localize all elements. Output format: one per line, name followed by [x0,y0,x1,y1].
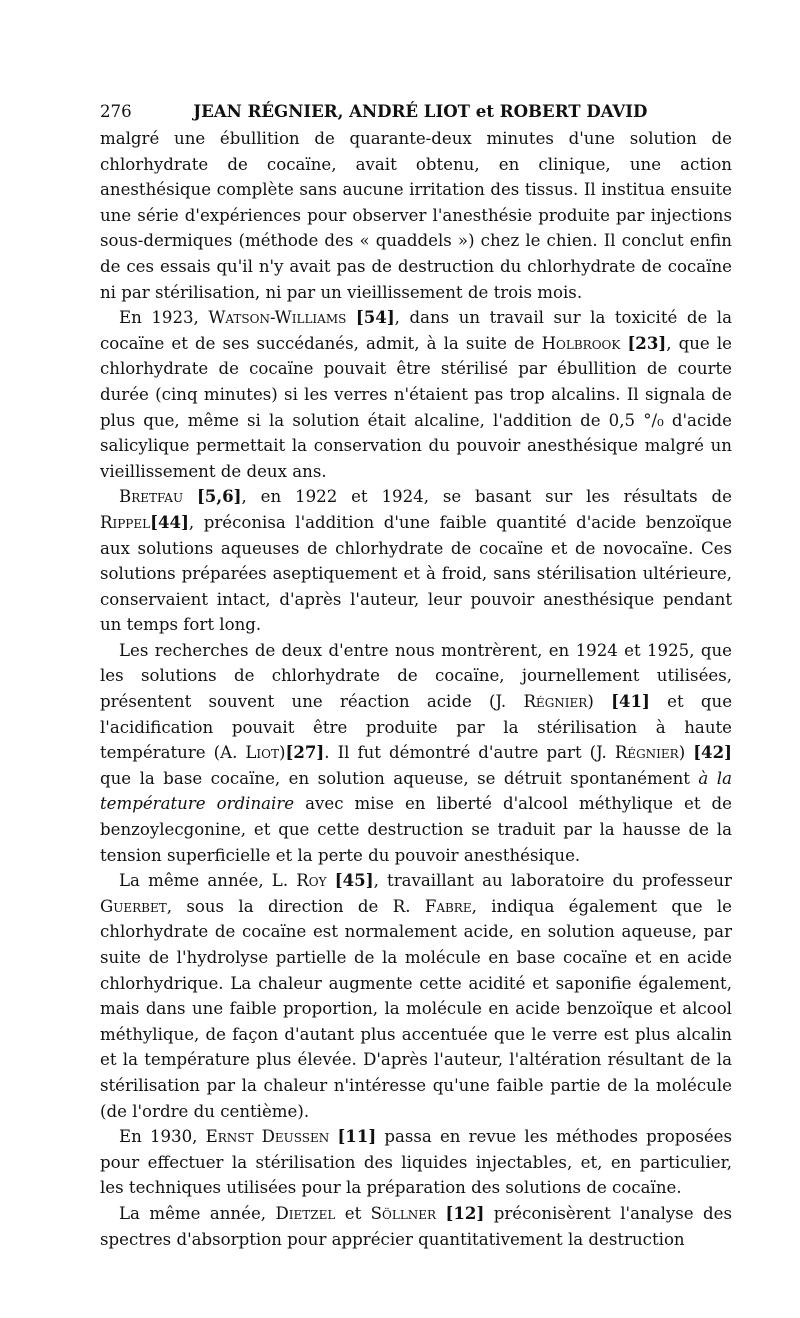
citation-ref: [11] [337,1126,377,1147]
text-run: , dans un travail sur la toxicité de la cocaïne et de ses succédanés, admit, à la suite de [100,308,732,353]
text-run: En 1923, [119,308,209,328]
citation-ref: [44] [150,511,189,532]
text-run: , travaillant au laboratoire du professeur [373,871,732,891]
page [100,96,732,1252]
text-run [327,871,335,890]
text-run: malgré une ébullition de quarante-deux minutes d'une solution de chlorhydrate de cocaïne, avait obtenu, en clinique, une action anesthésique complète sans aucune irritation des tissus. Il institua ensuite une série d'expériences pour observer l'anesthésie produite par injections sous-dermiques (méthode des « quaddels ») chez le chien. Il conclut enfin de ces essais qu'il n'y avait pas de destruction du chlorhydrate de cocaïne ni par stérilisation, ni par un vieillissement de trois mois. [100,129,732,302]
paragraph-5 [100,868,732,1124]
paragraph-4 [100,638,732,868]
author-name: Söllner [370,1203,437,1223]
paragraph-6 [100,1124,732,1201]
text-run: préconisèrent l'analyse des spectres d'absorption pour apprécier quantitativement la destruction [100,1203,732,1249]
author-name: Dietzel [275,1203,336,1223]
author-name: Liot [245,743,279,763]
text-run: , sous la direction de R. [166,896,425,916]
paragraph-2 [100,305,732,484]
text-run: ) [279,743,286,763]
text-run: ) [678,743,694,763]
text-run: ) [587,692,612,712]
text-run: . Il fut démontré d'autre part (J. [324,743,615,763]
citation-ref: [41] [611,691,650,712]
citation-ref: [42] [693,742,732,763]
text-run: , préconisa l'addition d'une faible quantité d'acide benzoïque aux solutions aqueuses de chlorhydrate de cocaïne et de novocaïne. Ces solutions préparées aseptiquement et à froid, sans stérilisation ultérieure, conservaient intact, d'après l'auteur, leur pouvoir anesthésique pendant un temps fort long. [100,512,732,635]
body-text [100,126,732,1252]
paragraph-7 [100,1201,732,1252]
text-run [436,1204,445,1223]
text-run: passa en revue les méthodes proposées pour effectuer la stérilisation des liquides injectables, et, en particulier, les techniques utilisées pour la préparation des solutions de cocaïne. [100,1127,732,1198]
text-run: , en 1922 et 1924, se basant sur les résultats de [241,487,732,507]
author-name: Watson-Williams [208,308,347,328]
citation-ref: [27] [285,742,325,763]
author-name: Guerbet [100,896,167,916]
paragraph-1 [100,126,732,305]
text-run: avec mise en liberté d'alcool méthylique et de benzoylecgonine, et que cette destruction se traduit par la hausse de la tension superficielle et la perte du pouvoir anesthésique. [100,794,732,865]
text-run [346,308,356,327]
citation-ref: [45] [334,870,374,891]
author-name: Fabre [424,896,472,916]
author-name: Roy [296,871,327,891]
citation-ref: [12] [445,1202,485,1223]
text-run: et que l'acidification pouvait être produite par la stérilisation à haute température (A. [100,692,733,763]
author-name: Régnier [614,743,679,763]
author-name: Bretfau [119,487,184,507]
text-run: Les recherches de deux d'entre nous montrèrent, en 1924 et 1925, que les solutions de chlorhydrate de cocaïne, journellement utilisées, présentent souvent une réaction acide (J. [100,640,732,712]
text-run: et [335,1203,371,1223]
citation-ref: [5,6] [196,486,242,507]
citation-ref: [54] [355,307,395,328]
author-name: Régnier [523,692,588,712]
page-number: 276 [100,102,132,121]
text-run [183,487,197,506]
text-run: La même année, [119,1203,276,1223]
author-name: Holbrook [541,333,621,353]
running-title: JEAN RÉGNIER, ANDRÉ LIOT et ROBERT DAVID [193,101,648,121]
author-name: Ernst Deussen [205,1127,330,1147]
text-run: La même année, L. [119,871,297,891]
citation-ref: [23] [627,332,667,353]
running-header [100,96,732,126]
author-name: Rippel [100,512,151,532]
text-run: En 1930, [119,1127,206,1147]
text-run: que la base cocaïne, en solution aqueuse, se détruit spontanément [100,768,699,788]
emphasis-text: à la température ordinaire [100,768,732,814]
text-run: , que le chlorhydrate de cocaïne pouvait être stérilisé par ébullition de courte durée (cinq minutes) si les verres n'étaient pas trop alcalins. Il signala de plus que, même si la solution était alcaline, l'addition de 0,5 °/₀ d'acide salicylique permettait la conservation du pouvoir anesthésique malgré un vieillissement de deux ans. [100,333,732,481]
text-run: , indiqua également que le chlorhydrate de cocaïne est normalement acide, en solution aqueuse, par suite de l'hydrolyse partielle de la molécule en base cocaïne et en acide chlorhydrique. La chaleur augmente cette acidité et saponifie également, mais dans une faible proportion, la molécule en acide benzoïque et alcool méthylique, de façon d'autant plus accentuée que le verre est plus alcalin et la température plus élevée. D'après l'auteur, l'altération résultant de la stérilisation par la chaleur n'intéresse qu'une faible partie de la molécule (de l'ordre du centième). [100,896,732,1121]
paragraph-3 [100,484,732,638]
